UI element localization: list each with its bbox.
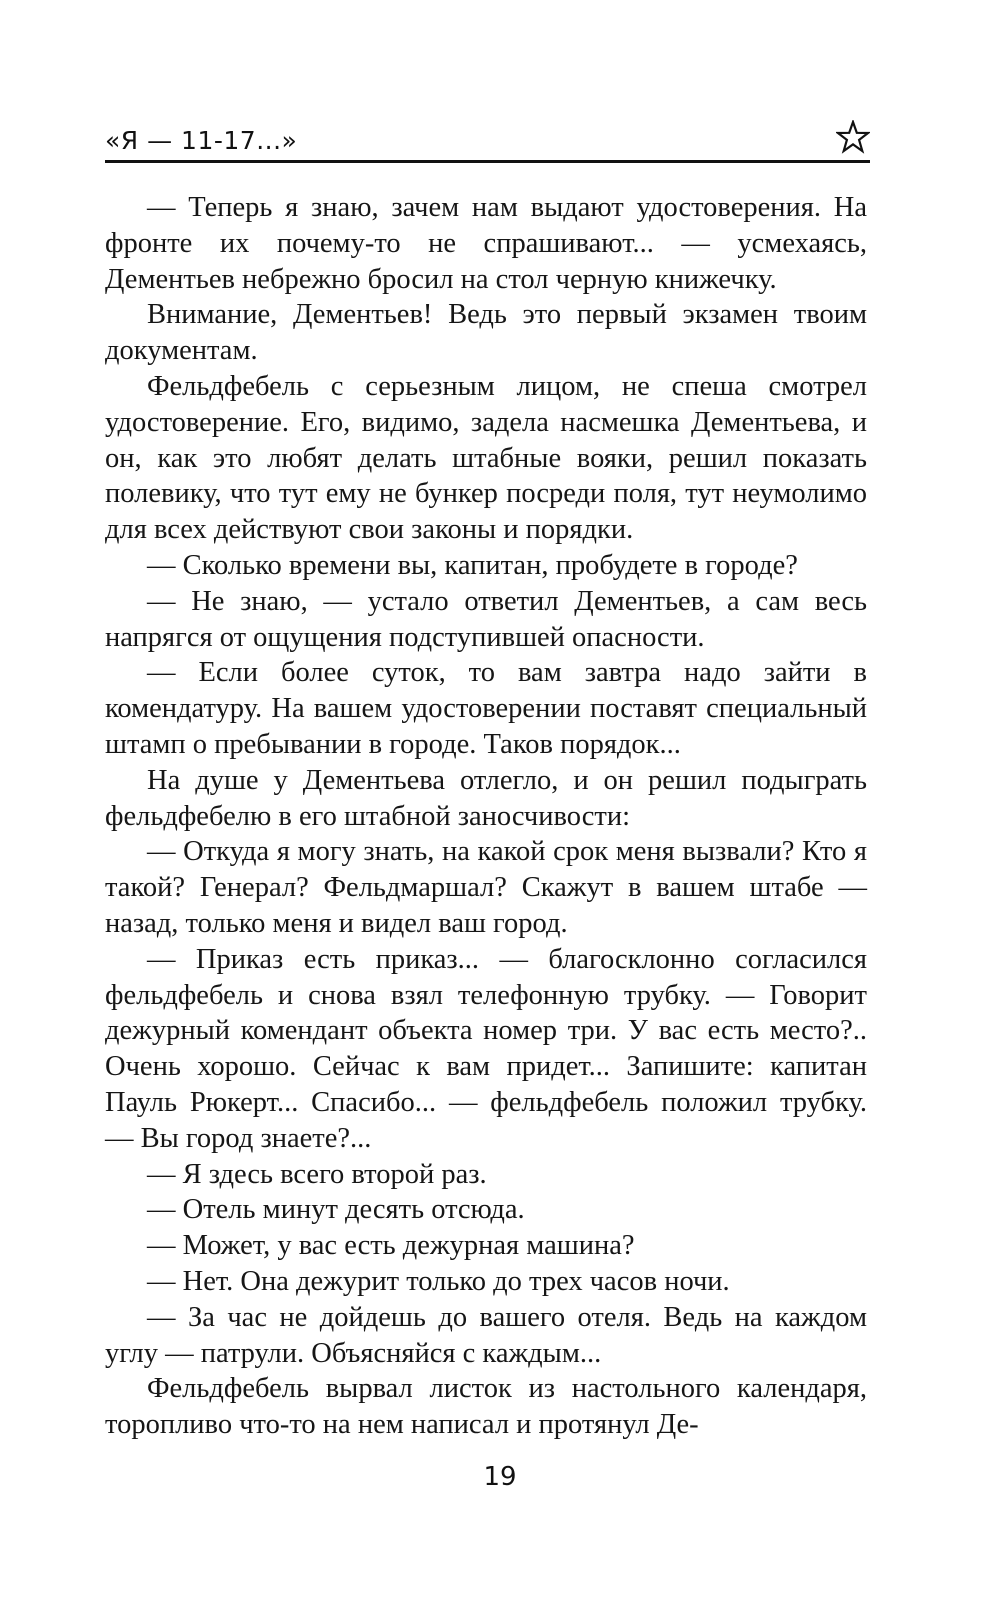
page-number: 19 [483,1462,517,1492]
page-body [105,190,867,1443]
paragraph: — Не знаю, — устало ответил Дементьев, а сам весь напрягся от ощущения подступившей опасности. [105,585,867,653]
star-outline-icon [836,120,870,154]
paragraph: — Приказ есть приказ... — благосклонно согласился фельдфебель и снова взял телефонную трубку. — Говорит дежурный комендант объекта номер три. У вас есть место?.. Очень хорошо. Сейчас к вам придет... Запишите: капитан Пауль Рюкерт... Спасибо... — фельдфебель положил трубку. — Вы город знаете?... [105,943,867,1154]
running-header [105,120,870,164]
paragraph: — Сколько времени вы, капитан, пробудете в городе? [147,549,798,581]
paragraph: Фельдфебель вырвал листок из настольного календаря, торопливо что-то на нем написал и протянул Де- [105,1373,867,1441]
paragraph: На душе у Дементьева отлегло, и он решил подыграть фельдфебелю в его штабной заносчивости: [105,764,867,832]
paragraph: — За час не дойдешь до вашего отеля. Ведь на каждом углу — патрули. Объясняйся с каждым... [105,1301,867,1369]
paragraph: — Может, у вас есть дежурная машина? [147,1230,635,1262]
paragraph: — Нет. Она дежурит только до трех часов ночи. [147,1265,730,1297]
paragraph: — Если более суток, то вам завтра надо зайти в комендатуру. На вашем удостоверении поставят специальный штамп о пребывании в городе. Таков порядок... [105,657,867,760]
paragraph: Внимание, Дементьев! Ведь это первый экзамен твоим документам. [105,299,867,367]
paragraph: — Отель минут десять отсюда. [147,1194,525,1226]
paragraph: — Я здесь всего второй раз. [147,1158,487,1190]
paragraph: — Откуда я могу знать, на какой срок меня вызвали? Кто я такой? Генерал? Фельдмаршал? Скажут в вашем штабе — назад, только меня и видел ваш город. [105,836,867,939]
header-rule [105,160,870,163]
running-title: «Я — 11-17...» [105,126,298,155]
paragraph: Фельдфебель с серьезным лицом, не спеша смотрел удостоверение. Его, видимо, задела насмешка Дементьева, и он, как это любят делать штабные вояки, решил показать полевику, что тут ему не бункер посреди поля, тут неумолимо для всех действуют свои законы и порядки. [105,370,867,546]
paragraph: — Теперь я знаю, зачем нам выдают удостоверения. На фронте их почему-то не спрашивают... — усмехаясь, Дементьев небрежно бросил на стол черную книжечку. [105,192,867,295]
